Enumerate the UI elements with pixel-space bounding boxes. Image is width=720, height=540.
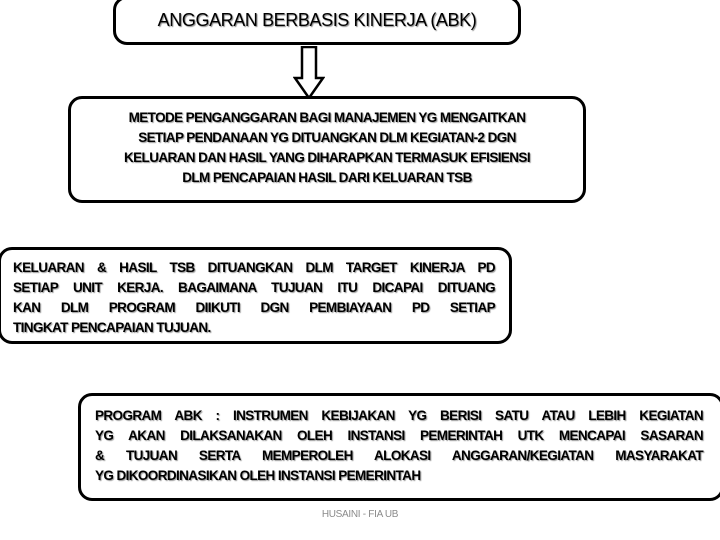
program-line: YG AKAN DILAKSANAKAN OLEH INSTANSI PEMERINTAH UTK MENCAPAI SASARAN	[95, 428, 703, 443]
output-line: TINGKAT PENCAPAIAN TUJUAN.	[13, 320, 211, 335]
definition-line: METODE PENGANGGARAN BAGI MANAJEMEN YG MENGAITKAN	[128, 110, 526, 125]
output-box	[0, 247, 512, 344]
program-line: & TUJUAN SERTA MEMPEROLEH ALOKASI ANGGARAN/KEGIATAN MASYARAKAT	[95, 448, 703, 463]
output-line: KELUARAN & HASIL TSB DITUANGKAN DLM TARGET KINERJA PD	[13, 260, 495, 275]
program-box	[78, 393, 720, 501]
program-line: PROGRAM ABK : INSTRUMEN KEBIJAKAN YG BERISI SATU ATAU LEBIH KEGIATAN	[95, 408, 703, 423]
output-line: KAN DLM PROGRAM DIIKUTI DGN PEMBIAYAAN PD SETIAP	[13, 300, 495, 315]
title-text: ANGGARAN BERBASIS KINERJA (ABK)	[157, 10, 477, 30]
definition-line: KELUARAN DAN HASIL YANG DIHARAPKAN TERMASUK EFISIENSI	[124, 150, 530, 165]
program-line: YG DIKOORDINASIKAN OLEH INSTANSI PEMERINTAH	[95, 468, 421, 483]
down-arrow-icon	[293, 46, 325, 100]
output-line: SETIAP UNIT KERJA. BAGAIMANA TUJUAN ITU DICAPAI DITUANG	[13, 280, 495, 295]
definition-line: SETIAP PENDANAAN YG DITUANGKAN DLM KEGIATAN-2 DGN	[138, 130, 516, 145]
definition-box	[68, 96, 586, 203]
footer-credit: HUSAINI - FIA UB	[321, 509, 399, 520]
title-box	[113, 0, 521, 45]
definition-line: DLM PENCAPAIAN HASIL DARI KELUARAN TSB	[182, 170, 472, 185]
